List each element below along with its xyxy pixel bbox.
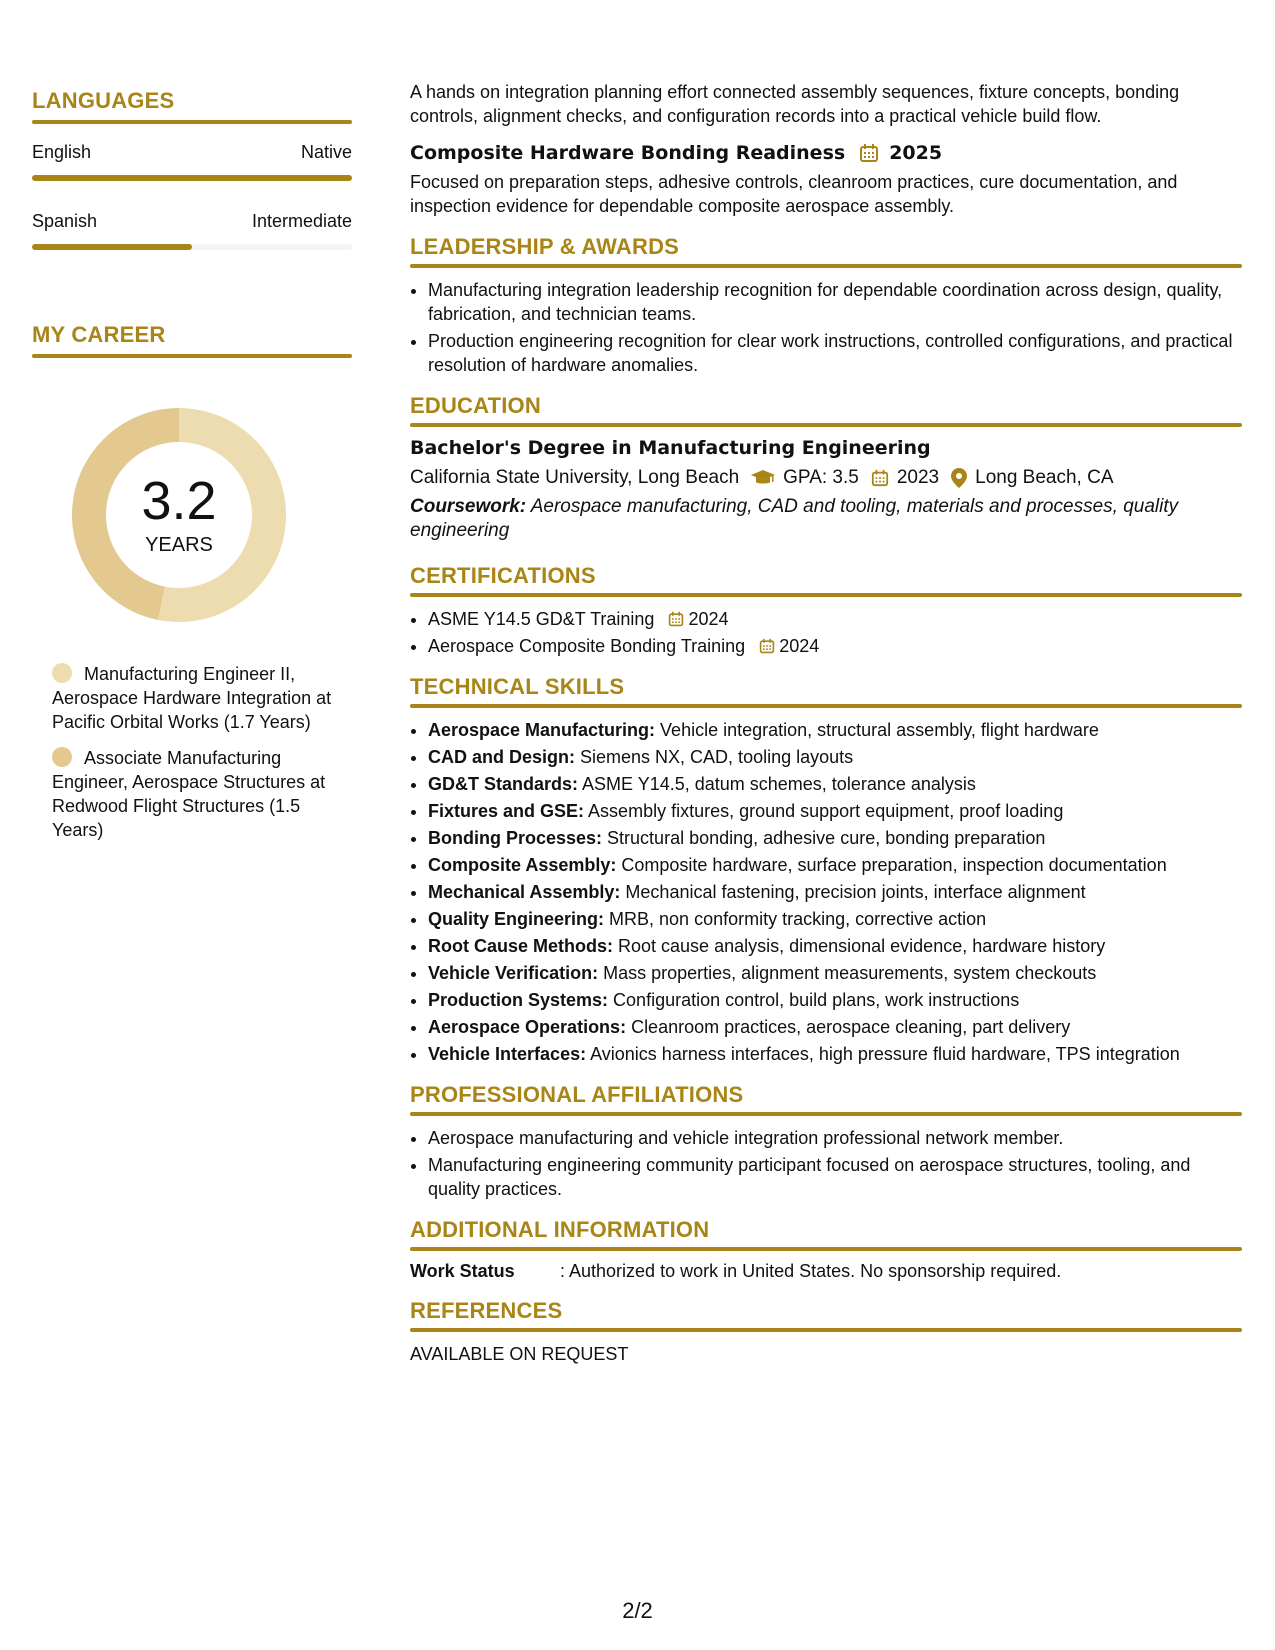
proficiency-fill — [32, 175, 352, 181]
skill-value: Avionics harness interfaces, high pressure fluid hardware, TPS integration — [586, 1044, 1180, 1064]
certification-name: • Aerospace Composite Bonding Training — [428, 636, 746, 656]
affiliations-list — [410, 1126, 1242, 1201]
references-text: AVAILABLE ON REQUEST — [410, 1344, 629, 1364]
career-role-item — [52, 746, 332, 842]
career-role-text: Associate Manufacturing Engineer, Aerospace Structures at Redwood Flight Structures (1.5 Years) — [52, 748, 326, 840]
certification-item — [428, 607, 1242, 631]
certification-item — [428, 634, 1242, 658]
skill-label: Vehicle Verification: — [428, 963, 599, 983]
list-item: • Manufacturing integration leadership recognition for dependable coordination across design, quality, fabrication, and technician teams. — [428, 278, 1242, 326]
skill-item — [428, 853, 1242, 877]
work-status-label: Work Status — [410, 1261, 515, 1281]
section-divider — [410, 1247, 1242, 1251]
career-total-years: 3.2 — [141, 470, 217, 531]
skill-label: Production Systems: — [428, 990, 609, 1010]
degree-title: Bachelor's Degree in Manufacturing Engineering — [410, 437, 931, 459]
certification-year: 2024 — [688, 609, 729, 629]
certification-name: • ASME Y14.5 GD&T Training — [428, 609, 655, 629]
skill-item — [428, 880, 1242, 904]
skill-item — [428, 934, 1242, 958]
section-divider — [32, 354, 352, 358]
project-title: Composite Hardware Bonding Readiness — [410, 142, 846, 164]
sidebar — [32, 88, 352, 842]
legend-dot — [52, 747, 72, 767]
skill-item — [428, 772, 1242, 796]
list-item: • Production engineering recognition for clear work instructions, controlled configurations, and practical resolution of hardware anomalies. — [428, 329, 1242, 377]
skills-list — [410, 718, 1242, 1066]
skill-label: Quality Engineering: — [428, 909, 605, 929]
skill-item — [428, 799, 1242, 823]
work-status-value: : Authorized to work in United States. No sponsorship required. — [560, 1261, 1062, 1281]
skill-item — [428, 907, 1242, 931]
skill-item — [428, 988, 1242, 1012]
graduation-cap-icon — [751, 469, 775, 487]
calendar-icon — [668, 611, 684, 627]
section-divider — [410, 704, 1242, 708]
skill-value: Structural bonding, adhesive cure, bonding preparation — [602, 828, 1046, 848]
career-total-unit: YEARS — [145, 533, 213, 556]
languages-title: LANGUAGES — [32, 88, 175, 113]
skill-item — [428, 718, 1242, 742]
proficiency-fill — [32, 244, 192, 250]
skill-value: Mass properties, alignment measurements, system checkouts — [598, 963, 1097, 983]
skill-label: Mechanical Assembly: — [428, 882, 621, 902]
school-location: Long Beach, CA — [975, 467, 1114, 488]
project-intro: A hands on integration planning effort connected assembly sequences, fixture concepts, bonding controls, alignment checks, and configuration records into a practical vehicle build flow. — [410, 82, 1180, 126]
skill-value: Assembly fixtures, ground support equipment, proof loading — [584, 801, 1064, 821]
page-number: 2/2 — [622, 1598, 653, 1623]
skill-label: Composite Assembly: — [428, 855, 617, 875]
skill-item — [428, 961, 1242, 985]
language-name: Spanish — [32, 211, 98, 231]
skill-item — [428, 745, 1242, 769]
skill-label: GD&T Standards: — [428, 774, 579, 794]
skills-title: TECHNICAL SKILLS — [410, 674, 625, 699]
skill-value: Vehicle integration, structural assembly, flight hardware — [655, 720, 1099, 740]
coursework-label: Coursework: — [410, 496, 527, 517]
coursework — [410, 495, 1242, 543]
skill-label: Fixtures and GSE: — [428, 801, 585, 821]
project-heading — [410, 142, 1242, 164]
calendar-icon — [859, 143, 879, 163]
leadership-list — [410, 278, 1242, 377]
calendar-icon — [759, 638, 775, 654]
skill-value: ASME Y14.5, datum schemes, tolerance analysis — [578, 774, 976, 794]
skill-label: Root Cause Methods: — [428, 936, 614, 956]
skill-value: Mechanical fastening, precision joints, interface alignment — [620, 882, 1086, 902]
skill-item — [428, 826, 1242, 850]
skill-value: Composite hardware, surface preparation, inspection documentation — [616, 855, 1167, 875]
section-divider — [410, 1328, 1242, 1332]
certifications-list — [410, 607, 1242, 658]
section-divider — [410, 423, 1242, 427]
education-details — [410, 467, 1242, 489]
main-content — [410, 80, 1242, 1366]
career-role-text: Manufacturing Engineer II, Aerospace Hardware Integration at Pacific Orbital Works (1.7 Years) — [52, 664, 332, 732]
skill-item — [428, 1042, 1242, 1066]
section-divider — [32, 120, 352, 124]
proficiency-bar — [32, 244, 352, 250]
career-donut-chart — [66, 402, 292, 628]
project-year: 2025 — [889, 142, 943, 164]
language-item — [32, 142, 352, 181]
skill-value: Cleanroom practices, aerospace cleaning, part delivery — [626, 1017, 1071, 1037]
skill-value: Siemens NX, CAD, tooling layouts — [575, 747, 854, 767]
skill-value: Configuration control, build plans, work instructions — [608, 990, 1020, 1010]
language-name: English — [32, 142, 92, 162]
gpa: GPA: 3.5 — [783, 467, 859, 488]
skill-label: Aerospace Operations: — [428, 1017, 627, 1037]
education-title: EDUCATION — [410, 393, 541, 418]
leadership-title: LEADERSHIP & AWARDS — [410, 234, 680, 259]
references-title: REFERENCES — [410, 1298, 563, 1323]
skill-value: Root cause analysis, dimensional evidence, hardware history — [613, 936, 1106, 956]
language-item — [32, 211, 352, 250]
list-item: • Manufacturing engineering community participant focused on aerospace structures, tooling, and quality practices. — [428, 1153, 1242, 1201]
skill-label: Bonding Processes: — [428, 828, 603, 848]
language-level: Native — [300, 142, 352, 162]
graduation-year: 2023 — [896, 467, 940, 488]
career-title: MY CAREER — [32, 322, 166, 347]
language-level: Intermediate — [251, 211, 352, 231]
section-divider — [410, 264, 1242, 268]
proficiency-bar — [32, 175, 352, 181]
certifications-title: CERTIFICATIONS — [410, 563, 596, 588]
school-name: California State University, Long Beach — [410, 467, 740, 488]
project-description: Focused on preparation steps, adhesive controls, cleanroom practices, cure documentation, and inspection evidence for dependable composite aerospace assembly. — [410, 172, 1178, 216]
legend-dot — [52, 663, 72, 683]
skill-item — [428, 1015, 1242, 1039]
career-role-item — [52, 662, 332, 734]
list-item: • Aerospace manufacturing and vehicle integration professional network member. — [428, 1126, 1242, 1150]
calendar-icon — [871, 469, 889, 487]
coursework-text: Aerospace manufacturing, CAD and tooling, materials and processes, quality engineering — [410, 496, 1179, 541]
location-pin-icon — [951, 468, 967, 488]
additional-info-title: ADDITIONAL INFORMATION — [410, 1217, 710, 1242]
skill-label: Aerospace Manufacturing: — [428, 720, 656, 740]
work-status-row — [410, 1261, 1242, 1282]
section-divider — [410, 593, 1242, 597]
skill-label: CAD and Design: — [428, 747, 576, 767]
certification-year: 2024 — [779, 636, 820, 656]
skill-value: MRB, non conformity tracking, corrective action — [604, 909, 987, 929]
skill-label: Vehicle Interfaces: — [428, 1044, 587, 1064]
section-divider — [410, 1112, 1242, 1116]
affiliations-title: PROFESSIONAL AFFILIATIONS — [410, 1082, 744, 1107]
